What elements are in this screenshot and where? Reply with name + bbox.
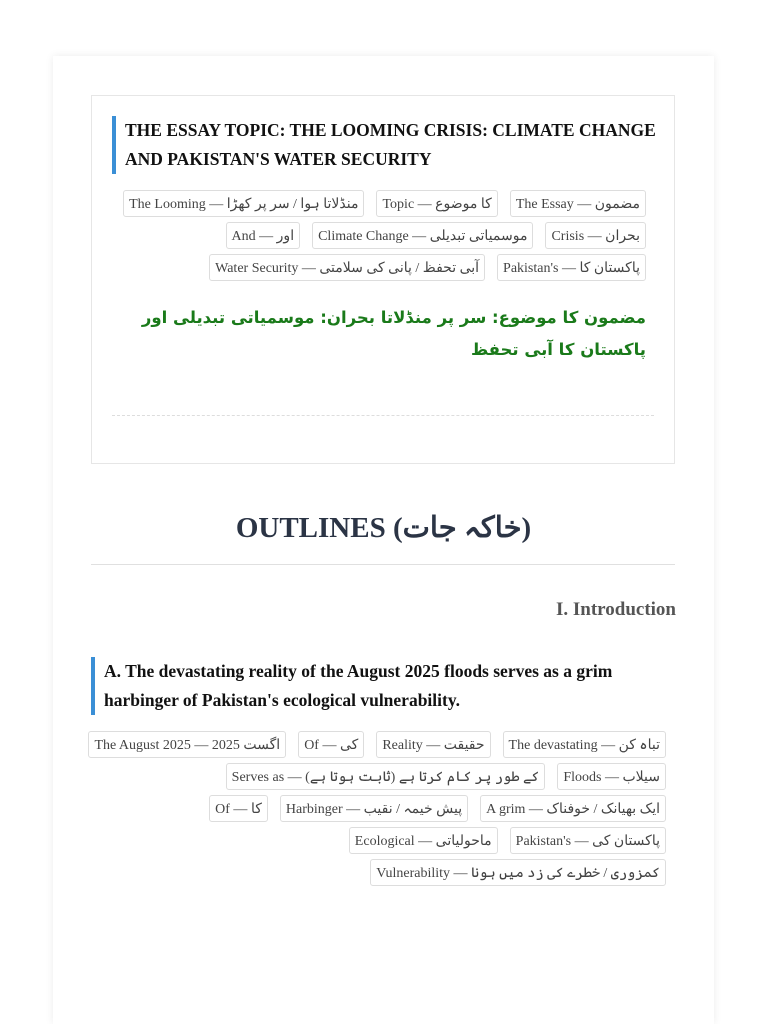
vocabulary-chip: The devastating — تباہ کن: [503, 731, 666, 758]
point-a-vocabulary-chips: [88, 731, 666, 886]
topic-vocabulary-chips: [123, 190, 646, 281]
chip-row: [88, 731, 666, 758]
outlines-heading: OUTLINES (خاکہ جات): [235, 512, 532, 544]
urdu-topic-translation: مضمون کا موضوع: سر پر منڈلاتا بحران: موسمیاتی تبدیلی اور پاکستان کا آبی تحفظ: [141, 308, 646, 359]
vocabulary-chip: Crisis — بحران: [545, 222, 646, 249]
vocabulary-chip: Serves as — کے طور پر کام کرتا ہے (ثابت ہوتا ہے): [226, 763, 546, 790]
vocabulary-chip: Climate Change — موسمیاتی تبدیلی: [312, 222, 533, 249]
vocabulary-chip: Of — کی: [298, 731, 364, 758]
vocabulary-chip: The August 2025 — اگست 2025: [88, 731, 286, 758]
chip-row: [349, 827, 666, 854]
section-heading-introduction: I. Introduction: [555, 599, 676, 620]
vocabulary-chip: And — اور: [226, 222, 301, 249]
chip-row: [209, 254, 646, 281]
vocabulary-chip: Topic — کا موضوع: [376, 190, 497, 217]
point-a-title: A. The devastating reality of the August 2025 floods serves as a grim harbinger of Pakistan's ecological vulnerability.: [91, 657, 664, 715]
essay-topic-card: [91, 95, 675, 464]
vocabulary-chip: Vulnerability — کمزوری / خطرے کی زد میں ہونا: [370, 859, 666, 886]
dashed-divider: [112, 415, 654, 416]
essay-topic-title: THE ESSAY TOPIC: THE LOOMING CRISIS: CLIMATE CHANGE AND PAKISTAN'S WATER SECURITY: [112, 116, 665, 174]
chip-row: [370, 859, 666, 886]
chip-row: [226, 763, 666, 790]
vocabulary-chip: Water Security — آبی تحفظ / پانی کی سلامتی: [209, 254, 485, 281]
vocabulary-chip: A grim — ایک بھیانک / خوفناک: [480, 795, 666, 822]
vocabulary-chip: The Essay — مضمون: [510, 190, 646, 217]
outlines-divider: [91, 564, 675, 565]
vocabulary-chip: Harbinger — پیش خیمہ / نقیب: [280, 795, 468, 822]
vocabulary-chip: Floods — سیلاب: [557, 763, 666, 790]
chip-row: [226, 222, 646, 249]
vocabulary-chip: Pakistan's — پاکستان کی: [510, 827, 666, 854]
vocabulary-chip: The Looming — منڈلاتا ہوا / سر پر کھڑا: [123, 190, 364, 217]
document-page: [53, 56, 714, 1024]
chip-row: [123, 190, 646, 217]
vocabulary-chip: Ecological — ماحولیاتی: [349, 827, 498, 854]
vocabulary-chip: Of — کا: [209, 795, 268, 822]
vocabulary-chip: Reality — حقیقت: [376, 731, 490, 758]
vocabulary-chip: Pakistan's — پاکستان کا: [497, 254, 646, 281]
chip-row: [209, 795, 666, 822]
